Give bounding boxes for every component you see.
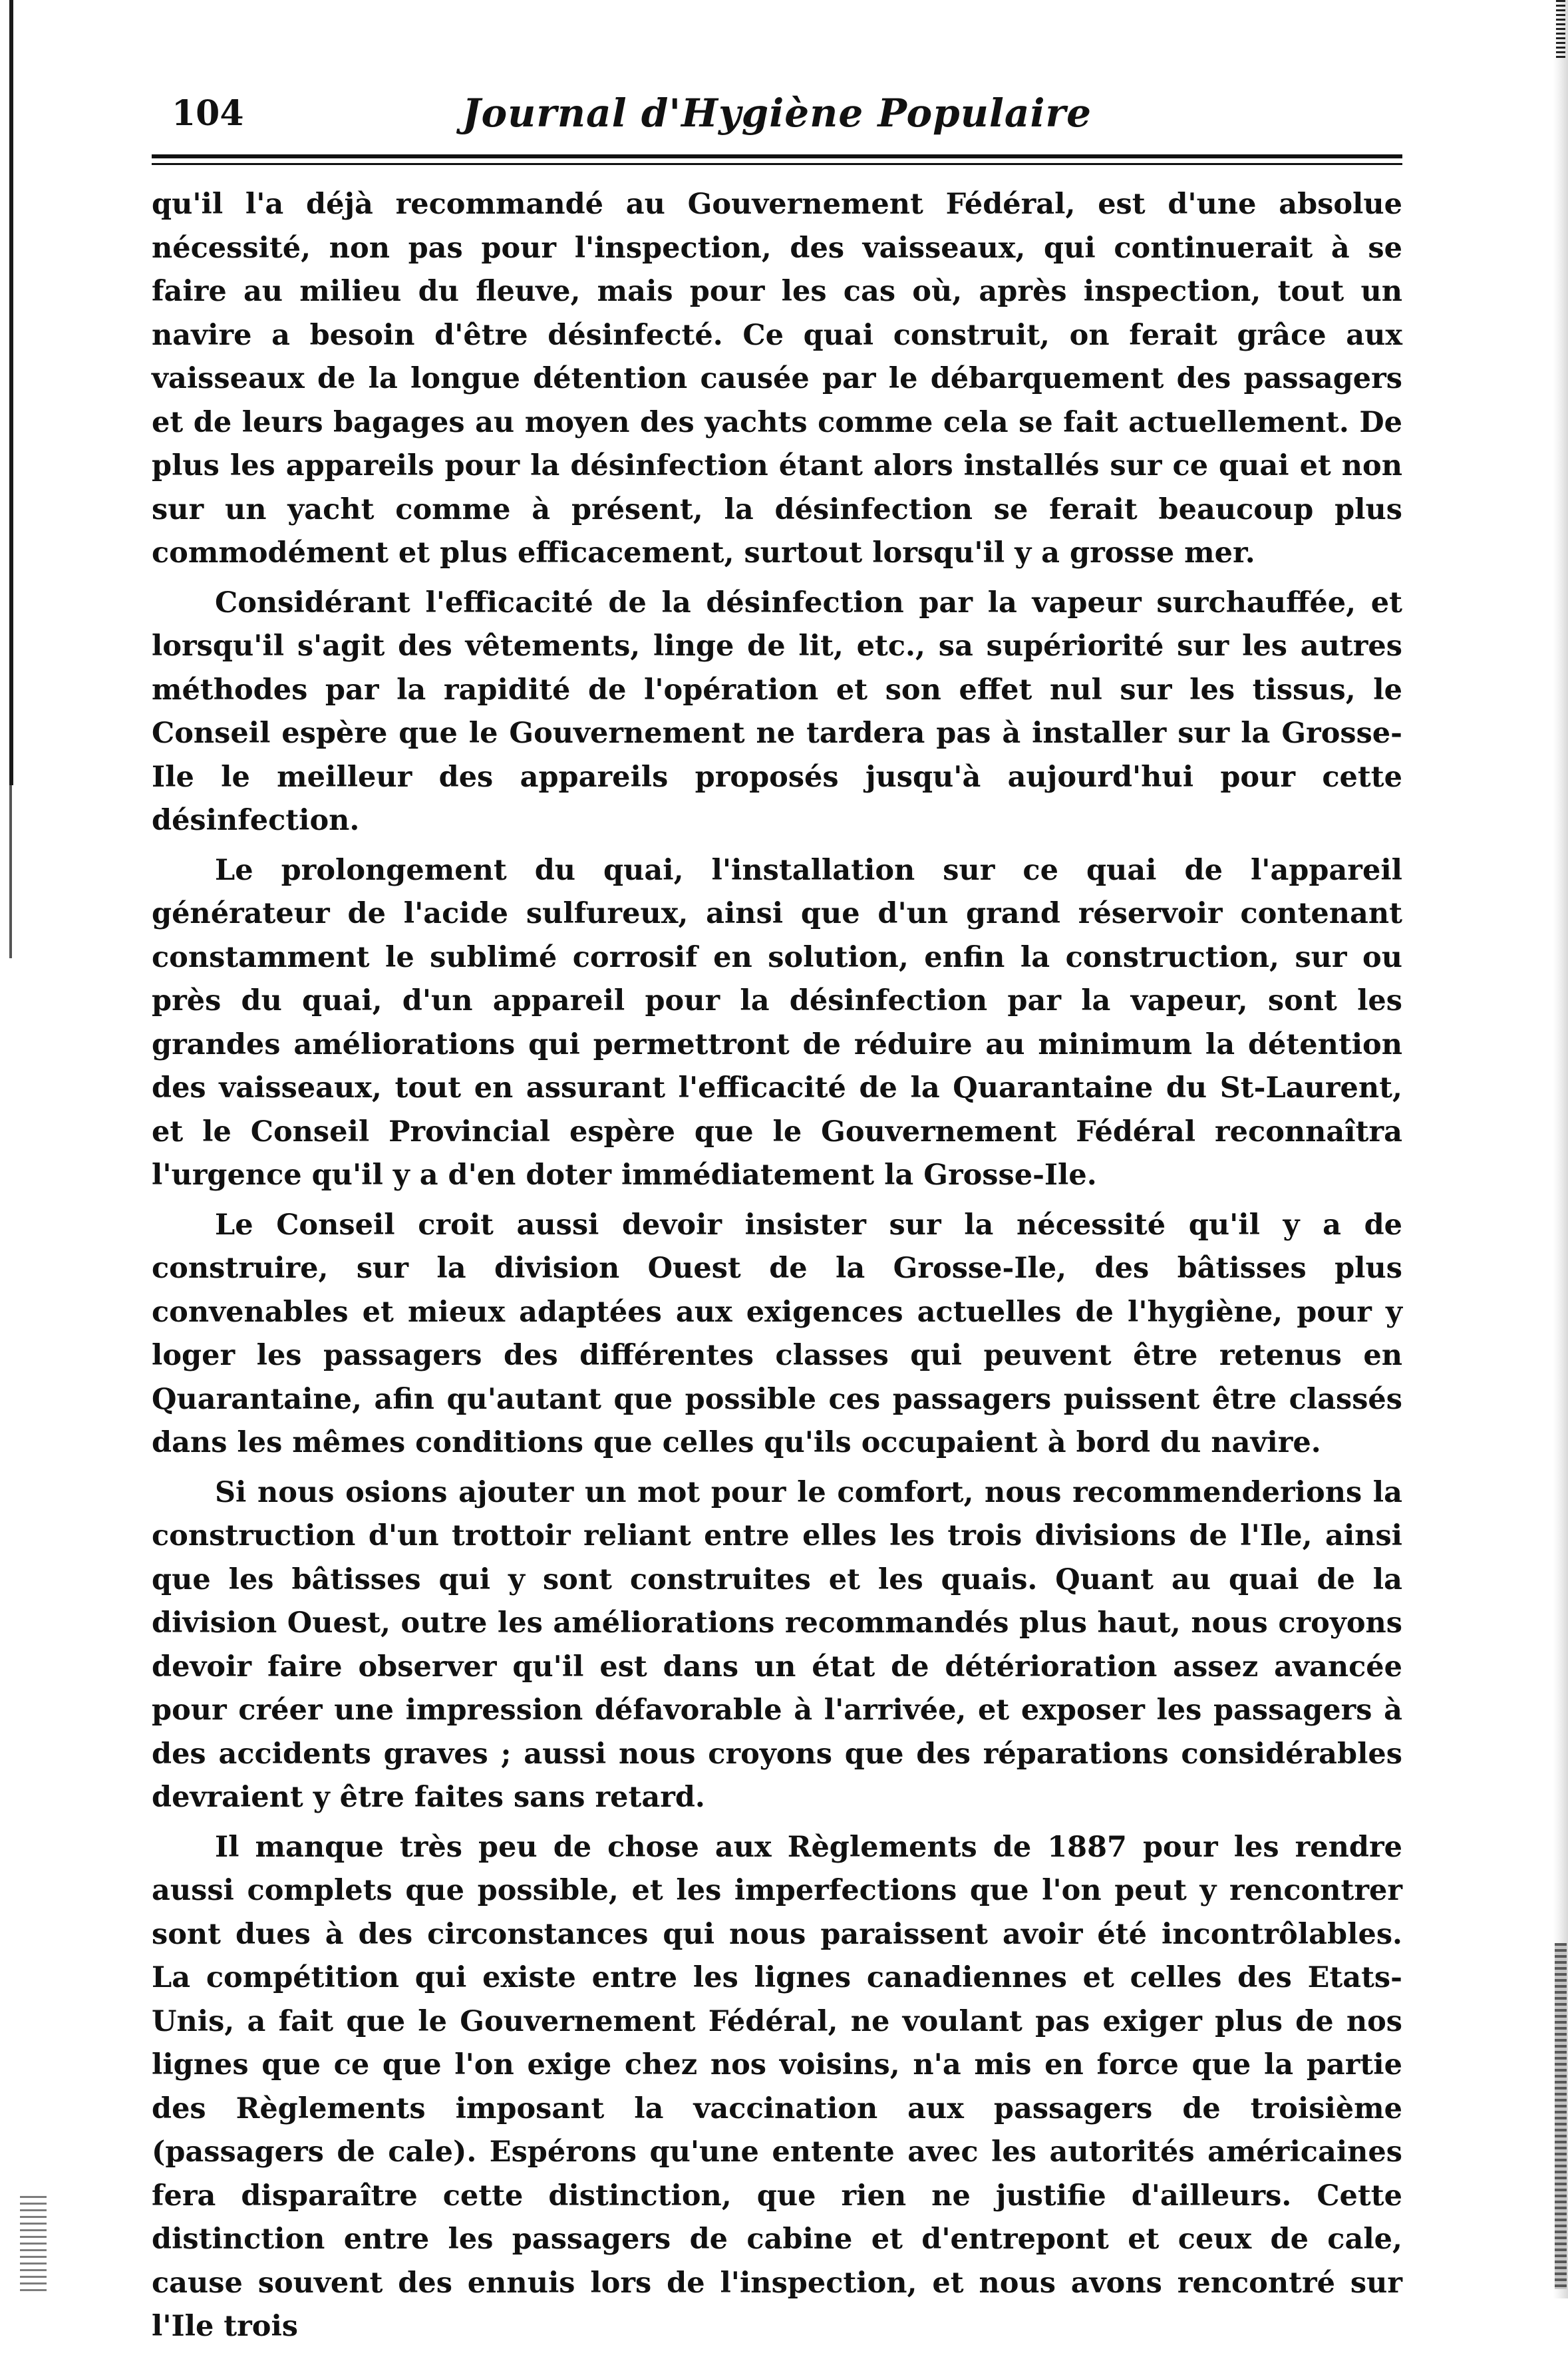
paragraph: Le prolongement du quai, l'installation sur ce quai de l'appareil générateur de l'acide sulfureux, ainsi que d'un grand réservoir contenant constamment le sublimé corrosif en solution, enfin la construction, sur ou près du quai, d'un appareil pour la désinfection par la vapeur, sont les grandes améliorations qui permettront de réduire au minimum la détention des vaisseaux, tout en assurant l'efficacité de la Quarantaine du St-Laurent, et le Conseil Provincial espère que le Gouvernement Fédéral reconnaîtra l'urgence qu'il y a d'en doter immédiatement la Grosse-Ile. <box>152 853 1402 1192</box>
scan-edge-artifact-bottom <box>1555 1943 1567 2289</box>
paragraph-continued: qu'il l'a déjà recommandé au Gouvernement Fédéral, est d'une absolue nécessité, non pas pour l'inspection, des vaisseaux, qui continuerait à se faire au milieu du fleuve, mais pour les cas où, après inspection, tout un navire a besoin d'être désinfecté. Ce quai construit, on ferait grâce aux vaisseaux de la longue détention causée par le débarquement des passagers et de leurs bagages au moyen des yachts comme cela se fait actuellement. De plus les appareils pour la désinfection étant alors installés sur ce quai et non sur un yacht comme à présent, la désinfection se ferait beaucoup plus commodément et plus efficacement, surtout lorsqu'il y a grosse mer. <box>152 188 1402 570</box>
body-text <box>152 183 1402 2355</box>
paragraph: Si nous osions ajouter un mot pour le comfort, nous recommenderions la construction d'un trottoir reliant entre elles les trois divisions de l'Ile, ainsi que les bâtisses qui y sont construites et les quais. Quant au quai de la division Ouest, outre les améliorations recommandés plus haut, nous croyons devoir faire observer qu'il est dans un état de détérioration assez avancée pour créer une impression défavorable à l'arrivée, et exposer les passagers à des accidents graves ; aussi nous croyons que des réparations considérables devraient y être faites sans retard. <box>152 1475 1402 1814</box>
header-rule-thin <box>152 163 1402 165</box>
page-number: 104 <box>172 93 244 134</box>
paragraph: Considérant l'efficacité de la désinfection par la vapeur surchauffée, et lorsqu'il s'agit des vêtements, linge de lit, etc., sa supériorité sur les autres méthodes par la rapidité de l'opération et son effet nul sur les tissus, le Conseil espère que le Gouvernement ne tardera pas à installer sur la Grosse-Ile le meilleur des appareils proposés jusqu'à aujourd'hui pour cette désinfection. <box>152 586 1402 837</box>
header-rule-thick <box>152 154 1402 158</box>
paragraph: Le Conseil croit aussi devoir insister sur la nécessité qu'il y a de construire, sur la division Ouest de la Grosse-Ile, des bâtisses plus convenables et mieux adaptées aux exigences actuelles de l'hygiène, pour y loger les passagers des différentes classes qui peuvent être retenus en Quarantaine, afin qu'autant que possible ces passagers puissent être classés dans les mêmes conditions que celles qu'ils occupaient à bord du navire. <box>152 1208 1402 1459</box>
scan-binding-edge <box>9 0 13 785</box>
paragraph: Il manque très peu de chose aux Règlements de 1887 pour les rendre aussi complets que possible, et les imperfections que l'on peut y rencontrer sont dues à des circonstances qui nous paraissent avoir été incontrôlables. La compétition qui existe entre les lignes canadiennes et celles des Etats-Unis, a fait que le Gouvernement Fédéral, ne voulant pas exiger plus de nos lignes que ce que l'on exige chez nos voisins, n'a mis en force que la partie des Règlements imposant la vaccination aux passagers de troisième (passagers de cale). Espérons qu'une entente avec les autorités américaines fera disparaître cette distinction, que rien ne justifie d'ailleurs. Cette distinction entre les passagers de cabine et d'entrepont et ceux de cale, cause souvent des ennuis lors de l'inspection, et nous avons rencontré sur l'Ile trois <box>152 1830 1402 2343</box>
scan-edge-artifact-left <box>20 2196 47 2296</box>
page-header <box>152 87 1402 140</box>
running-title: Journal d'Hygiène Populaire <box>462 91 1092 136</box>
scan-edge-artifact-top <box>1556 0 1565 60</box>
scan-binding-edge-lower <box>9 785 12 958</box>
